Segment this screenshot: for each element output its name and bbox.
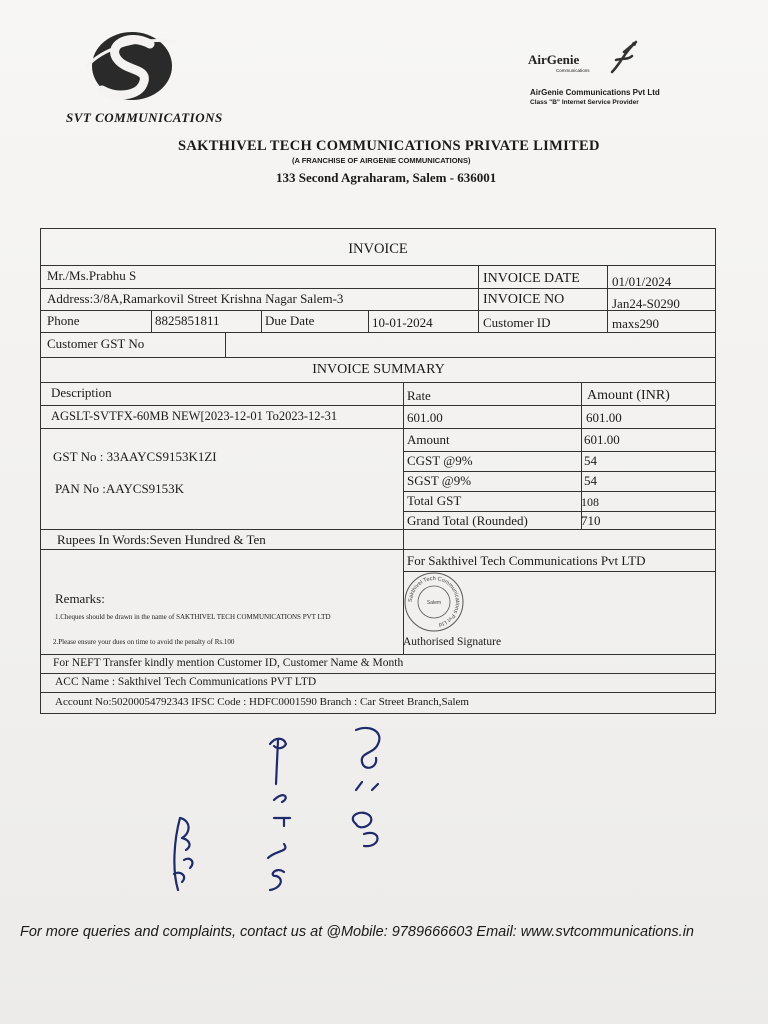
total-label-sgst: SGST @9% [407,473,472,488]
airgenie-logo [528,38,648,84]
airgenie-subtitle: Communications [556,68,590,73]
airgenie-company: AirGenie Communications Pvt Ltd [530,88,660,97]
description-header: Description [51,385,112,400]
total-label-cgst: CGST @9% [407,453,473,468]
customer-address: Address:3/8A,Ramarkovil Street Krishna Nagar Salem-3 [47,291,344,306]
total-label-grand: Grand Total (Rounded) [407,513,528,528]
total-label-amount: Amount [407,432,450,447]
company-seal [403,571,465,633]
customer-gst-label: Customer GST No [47,336,145,351]
customer-id-label: Customer ID [483,315,551,330]
seal-text: Sakthivel Tech Communications Pvt Ltd [407,575,461,628]
phone-label: Phone [47,313,80,328]
handwritten-note [150,720,430,910]
svt-brand-name: SVT COMMUNICATIONS [66,110,223,125]
total-value-amount: 601.00 [584,432,620,447]
invoice-no-label: INVOICE NO [483,292,565,307]
invoice-date-label: INVOICE DATE [483,271,580,286]
account-details: Account No:50200054792343 IFSC Code : HDFC0001590 Branch : Car Street Branch,Salem [55,696,469,708]
due-date-value: 10-01-2024 [372,315,433,330]
company-name: SAKTHIVEL TECH COMMUNICATIONS PRIVATE LIMITED [178,138,600,154]
pan-number: PAN No :AAYCS9153K [55,481,185,496]
total-label-gst: Total GST [407,493,462,508]
summary-title: INVOICE SUMMARY [312,362,445,377]
amount-header: Amount (INR) [587,388,670,403]
total-value-sgst: 54 [584,473,597,488]
acc-name: ACC Name : Sakthivel Tech Communications PVT LTD [55,676,317,688]
line-item-rate: 601.00 [407,410,443,425]
total-value-gst: 108 [581,495,599,509]
franchise-note: (A FRANCHISE OF AIRGENIE COMMUNICATIONS) [292,156,471,165]
amount-in-words: Rupees In Words:Seven Hundred & Ten [57,532,266,547]
gst-number: GST No : 33AAYCS9153K1ZI [53,449,217,464]
invoice-table [40,228,716,714]
airgenie-brand: AirGenie [528,52,580,67]
company-address: 133 Second Agraharam, Salem - 636001 [276,170,497,185]
footer-contact: For more queries and complaints, contact us at @Mobile: 9789666603 Email: www.svtcommunications.in [20,924,694,940]
line-item-description: AGSLT-SVTFX-60MB NEW[2023-12-01 To2023-12-31 [51,409,338,423]
line-item-amount: 601.00 [586,410,622,425]
customer-name: Mr./Ms.Prabhu S [47,268,137,283]
airgenie-class: Class "B" Internet Service Provider [530,99,639,106]
customer-id-value: maxs290 [612,316,659,331]
invoice-no-value: Jan24-S0290 [612,296,680,311]
remarks-label: Remarks: [55,591,105,606]
due-date-label: Due Date [265,313,315,328]
for-company: For Sakthivel Tech Communications Pvt LTD [407,553,646,568]
svt-logo [80,28,180,108]
remark-line-1: 1.Cheques should be drawn in the name of SAKTHIVEL TECH COMMUNICATIONS PVT LTD [55,613,331,621]
authorised-signature: Authorised Signature [403,636,502,648]
phone-value: 8825851811 [155,313,220,328]
rate-header: Rate [407,388,431,403]
invoice-title: INVOICE [348,241,408,257]
neft-note: For NEFT Transfer kindly mention Customer ID, Customer Name & Month [53,657,404,669]
total-value-grand: 710 [581,513,601,528]
total-value-cgst: 54 [584,453,597,468]
invoice-date-value: 01/01/2024 [612,274,672,289]
seal-city: Salem [426,600,442,606]
remark-line-2: 2.Please ensure your dues on time to avoid the penalty of Rs.100 [53,638,235,646]
